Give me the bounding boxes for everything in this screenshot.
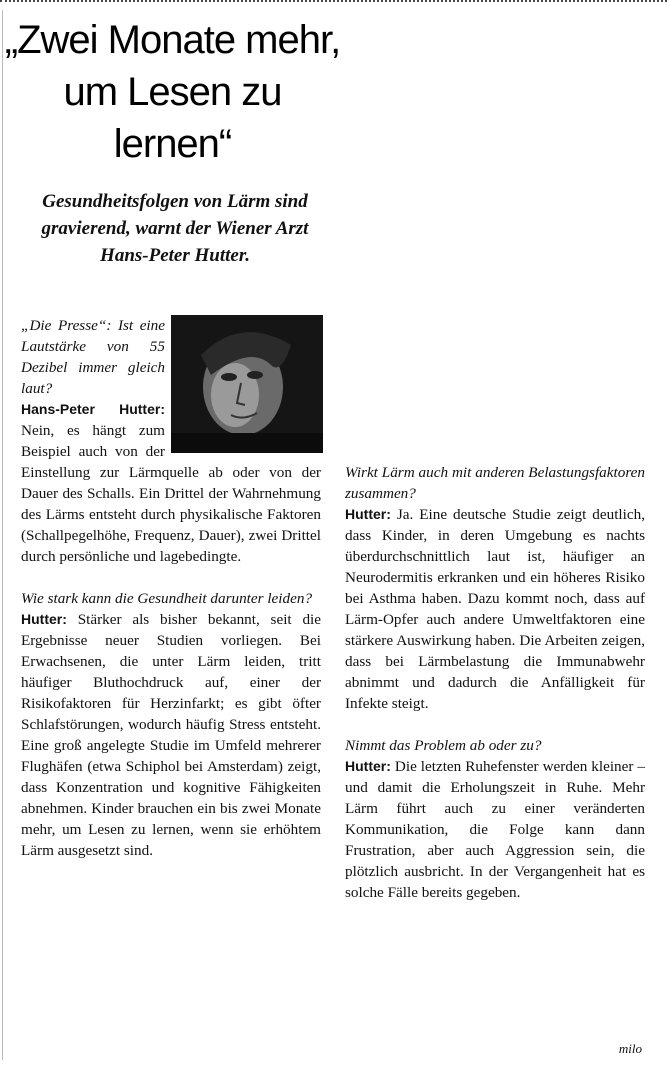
headline: „Zwei Monate mehr, um Lesen zu lernen“ [4,18,341,166]
answer-3-text: Ja. Eine deutsche Studie zeigt deutlich, dass Kinder, in deren Umgebung es nachts überdurchschnittlich laut ist, häufiger an Neurodermitis erkranken und ein höheres Risiko bei Asthma haben. Dazu kommt noch, dass auf Lärm-Opfer auch andere Umweltfaktoren eine stärkere Auswirkung haben. Die Arbeiten zeigen, dass bei Lärmbelastung die Immunabwehr abnimmt und dadurch die Anfälligkeit für Infekte steigt. [345,506,646,712]
answer-3 [345,504,645,714]
subheadline: Gesundheitsfolgen von Lärm sind gravierend, warnt der Wiener Arzt Hans-Peter Hutter. [41,191,309,266]
speaker-label: Hutter: [21,611,67,627]
portrait-photo [171,315,323,453]
author-signature: milo [618,1041,642,1056]
answer-4 [345,756,645,903]
question-2: Wie stark kann die Gesundheit darunter leiden? [21,590,313,607]
question-1: „Die Presse“: Ist eine Lautstärke von 55 Dezibel immer gleich laut? [21,317,165,397]
question-3: Wirkt Lärm auch mit anderen Belastungsfaktoren zusammen? [345,464,645,502]
left-column [21,315,321,861]
answer-2-text: Stärker als bisher bekannt, seit die Ergebnisse neuer Studien vorliegen. Bei Erwachsenen, die unter Lärm leiden, tritt häufiger Bluthochdruck auf, einer der Risikofaktoren für Herzinfarkt; es gibt öfter Schlafstörungen, wodurch häufig Stress entsteht. Eine groß angelegte Studie im Umfeld mehrerer Flughäfen (etwa Schiphol bei Amsterdam) zeigt, dass Konzentration und kognitive Fähigkeiten abnehmen. Kinder brauchen ein bis zwei Monate mehr, um Lesen zu lernen, wenn sie erhöhtem Lärm ausgesetzt sind. [21,611,321,859]
answer-1-text: Nein, es hängt zum Beispiel auch von der Einstellung zur Lärmquelle ab oder von der Dauer des Schalls. Ein Drittel der Wahrnehmung des Lärms entsteht durch physikalische Faktoren (Schallpegelhöhe, Frequenz, Dauer), zwei Drittel durch persönliche und lagebedingte. [21,422,321,565]
speaker-label: Hutter: [345,758,391,774]
answer-4-text: Die letzten Ruhefenster werden kleiner – und damit die Erholungszeit in Ruhe. Mehr Lärm führt auch zu einer veränderten Kommunikation, die Folge kann dann Frustration, aber auch Aggression sein, die plötzlich ausbricht. In der Vergangenheit hat es solche Fälle bereits gegeben. [345,758,645,901]
right-column [345,462,645,903]
speaker-label: Hans-Peter Hutter: [21,401,165,417]
question-4: Nimmt das Problem ab oder zu? [345,737,542,754]
speaker-label: Hutter: [345,506,391,522]
answer-2 [21,609,321,861]
top-dotted-rule [0,0,667,6]
portrait-illustration [171,315,323,453]
